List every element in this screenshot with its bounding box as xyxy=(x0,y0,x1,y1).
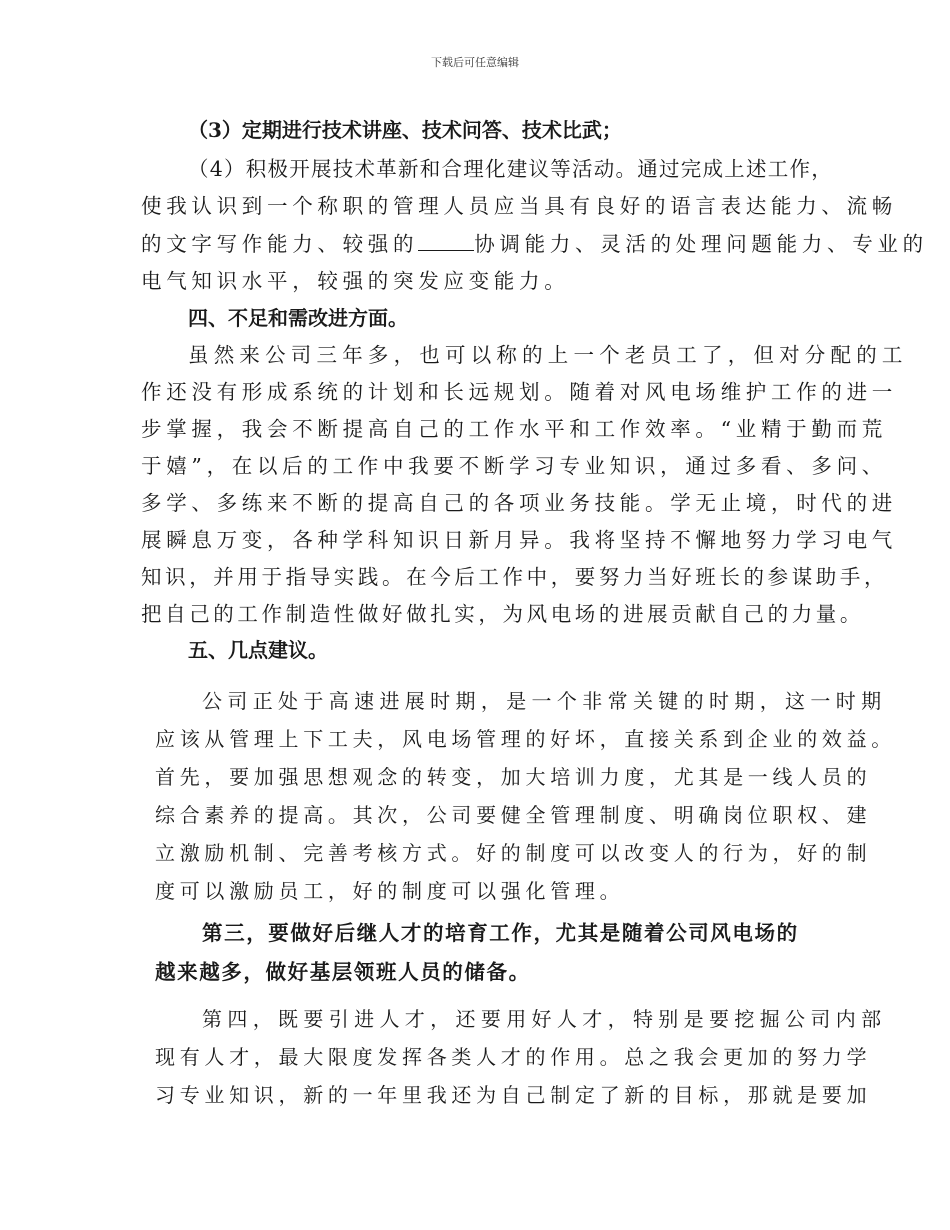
text-line: 立激励机制、完善考核方式。好的制度可以改变人的行为，好的制 xyxy=(155,841,872,865)
section-5-heading: 五、几点建议。 xyxy=(188,638,328,662)
text-line: 应该从管理上下工夫，风电场管理的好坏，直接关系到企业的效益。 xyxy=(155,727,896,751)
text-segment: 协调能力、灵活的处理问题能力、专业的 xyxy=(474,232,928,256)
text-line: 虽然来公司三年多，也可以称的上一个老员工了，但对分配的工 xyxy=(188,343,908,367)
text-line: 步掌握，我会不断提高自己的工作水平和工作效率。“业精于勤而荒 xyxy=(141,417,887,441)
text-line: 现有人才，最大限度发挥各类人才的作用。总之我会更加的努力学 xyxy=(155,1045,872,1069)
text-line xyxy=(141,227,928,257)
text-line: 电气知识水平，较强的突发应变能力。 xyxy=(141,269,570,293)
text-line: 习专业知识，新的一年里我还为自己制定了新的目标，那就是要加 xyxy=(155,1083,872,1107)
text-line: 公司正处于高速进展时期，是一个非常关键的时期，这一时期 xyxy=(202,689,887,713)
text-segment: 的文字写作能力、较强的 xyxy=(141,232,419,256)
item-3: （3）定期进行技术讲座、技术问答、技术比武； xyxy=(188,118,622,142)
text-line: 作还没有形成系统的计划和长远规划。随着对风电场维护工作的进一 xyxy=(141,380,897,404)
text-line: 度可以激励员工，好的制度可以强化管理。 xyxy=(155,879,625,903)
page-header: 下载后可任意编辑 xyxy=(431,56,519,69)
text-line: 第三，要做好后继人才的培育工作，尤其是随着公司风电场的 xyxy=(202,921,799,945)
section-4-heading: 四、不足和需改进方面。 xyxy=(188,306,408,330)
text-line: 把自己的工作制造性做好做扎实，为风电场的进展贡献自己的力量。 xyxy=(141,602,864,626)
blank-underline xyxy=(418,249,474,251)
text-line: 首先，要加强思想观念的转变，加大培训力度，尤其是一线人员的 xyxy=(155,765,872,789)
text-line: 越来越多，做好基层领班人员的储备。 xyxy=(155,960,531,984)
text-line: 于嬉”，在以后的工作中我要不断学习专业知识，通过多看、多问、 xyxy=(141,454,887,478)
text-line: 知识，并用于指导实践。在今后工作中，要努力当好班长的参谋助手， xyxy=(141,565,889,589)
text-line: 展瞬息万变，各种学科知识日新月异。我将坚持不懈地努力学习电气 xyxy=(141,528,897,552)
text-line: 综合素养的提高。其次，公司要健全管理制度、明确岗位职权、建 xyxy=(155,803,872,827)
text-line: 多学、多练来不断的提高自己的各项业务技能。学无止境，时代的进 xyxy=(141,491,897,515)
text-line: 第四，既要引进人才，还要用好人才，特别是要挖掘公司内部 xyxy=(202,1007,887,1031)
text-line: （4）积极开展技术革新和合理化建议等活动。通过完成上述工作， xyxy=(188,157,834,181)
text-line: 使我认识到一个称职的管理人员应当具有良好的语言表达能力、流畅 xyxy=(141,194,897,218)
